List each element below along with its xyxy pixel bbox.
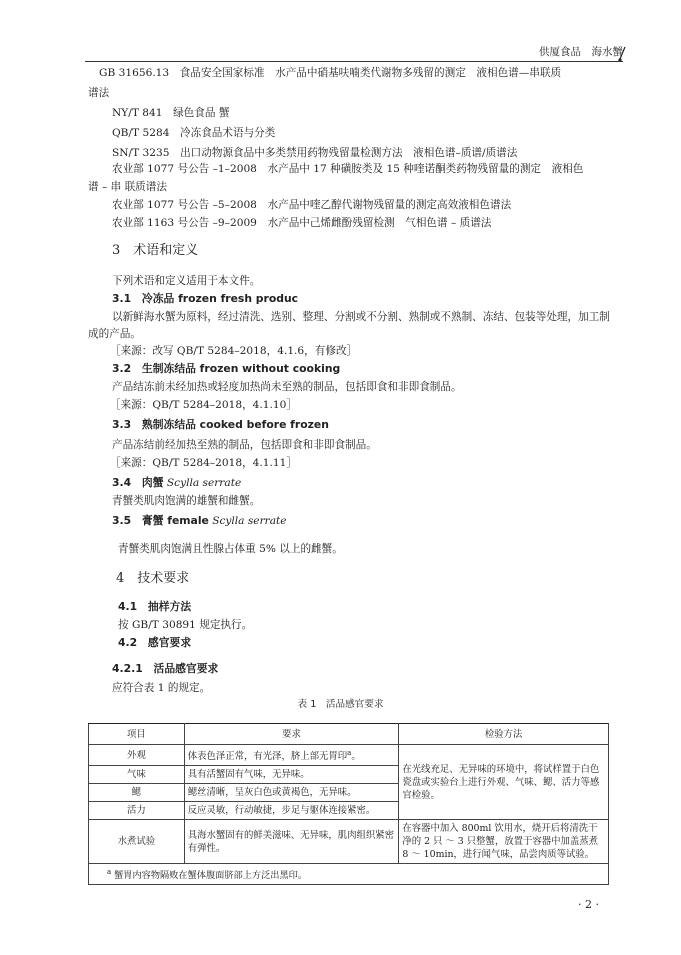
header-rule bbox=[85, 61, 623, 62]
table-row bbox=[89, 745, 609, 766]
table-footnote bbox=[89, 864, 609, 885]
table-1-caption: 表 1 活品感官要求 bbox=[297, 699, 384, 710]
term-3-1-source: ［来源：改写 QB/T 5284–2018，4.1.6，有修改］ bbox=[110, 345, 358, 357]
table-header-row bbox=[89, 724, 609, 745]
ref-gb31656-cont: 谱法 bbox=[88, 87, 110, 99]
section-3-heading: 3 术语和定义 bbox=[112, 243, 199, 258]
ref-qbt5284: QB/T 5284 冷冻食品术语与分类 bbox=[112, 127, 276, 139]
term-3-3-definition: 产品冻结前经加热至熟的制品，包括即食和非即食制品。 bbox=[112, 439, 377, 451]
term-3-1-heading: 3.1 冷冻品 frozen fresh produc bbox=[112, 292, 299, 305]
row-req-appearance-text: 体表色泽正常，有光泽，脐上部无胃印 bbox=[187, 751, 348, 763]
section-4-1-heading: 4.1 抽样方法 bbox=[118, 600, 192, 613]
term-3-2-source: ［来源：QB/T 5284–2018，4.1.10］ bbox=[110, 399, 297, 411]
table-header-requirement: 要求 bbox=[184, 724, 399, 745]
row-item-gills: 鳃 bbox=[89, 784, 185, 802]
table-header-method: 检验方法 bbox=[399, 724, 609, 745]
term-3-5-label: 3.5 膏蟹 female bbox=[112, 514, 209, 527]
footnote-mark: a bbox=[107, 868, 112, 877]
section-4-2-1-body: 应符合表 1 的规定。 bbox=[112, 682, 211, 694]
term-3-4-heading bbox=[112, 476, 241, 490]
section-4-2-1-heading: 4.2.1 活品感官要求 bbox=[112, 662, 219, 675]
term-3-2-heading: 3.2 生制冻结品 frozen without cooking bbox=[112, 362, 341, 375]
section-4-2-heading: 4.2 感官要求 bbox=[118, 636, 192, 649]
ref-moa1077-5: 农业部 1077 号公告 –5–2008 水产品中喹乙醇代谢物残留量的测定高效液相色谱法 bbox=[112, 199, 512, 211]
section-4-heading: 4 技术要求 bbox=[116, 571, 190, 586]
section-4-1-body: 按 GB/T 30891 规定执行。 bbox=[118, 619, 253, 631]
ref-moa1077-1: 农业部 1077 号公告 –1–2008 水产品中 17 种磺胺类及 15 种喹诺酮类药物残留量的测定 液相色 bbox=[112, 163, 584, 175]
footnote-ref-a: a bbox=[347, 749, 352, 757]
running-header: 供厦食品 海水蟹 bbox=[539, 46, 623, 58]
term-3-4-label: 3.4 肉蟹 bbox=[112, 476, 164, 489]
row-item-appearance: 外观 bbox=[89, 745, 185, 766]
term-3-1-definition: 以新鲜海水蟹为原料，经过清洗、选别、整理、分割或不分割、熟制或不熟制、冻结、包装等处理，加工制成的产品。 bbox=[88, 311, 610, 340]
row-item-odor: 气味 bbox=[89, 766, 185, 784]
table-1 bbox=[88, 723, 609, 885]
row-req-odor: 具有活蟹固有气味，无异味。 bbox=[184, 766, 399, 784]
ref-nyt841: NY/T 841 绿色食品 蟹 bbox=[112, 107, 230, 119]
ref-moa1077-1-cont: 谱 – 串 联质谱法 bbox=[88, 181, 167, 193]
term-3-3-source: ［来源：QB/T 5284–2018，4.1.11］ bbox=[110, 457, 297, 469]
method-boil-test: 在容器中加入 800ml 饮用水，烧开后将清洗干净的 2 只 ～ 3 只整蟹，放置于容器中加盖蒸煮 8 ～ 10min，进行闻气味，品尝肉质等试验。 bbox=[399, 820, 609, 864]
row-req-appearance-end: 。 bbox=[351, 751, 361, 763]
method-sensory: 在光线充足、无异味的环境中，将试样置于白色瓷盘或实验台上进行外观、气味、鳃、活力等感官检验。 bbox=[399, 745, 609, 820]
term-3-5-latin: Scylla serrate bbox=[212, 515, 287, 527]
row-item-vitality: 活力 bbox=[89, 802, 185, 820]
section-3-intro: 下列术语和定义适用于本文件。 bbox=[112, 275, 261, 287]
footnote-text: 蟹胃内容物隔败在蟹体腹面脐部上方泛出黑印。 bbox=[114, 870, 308, 882]
pen-mark-icon bbox=[617, 46, 627, 62]
ref-gb31656: GB 31656.13 食品安全国家标准 水产品中硝基呋喃类代谢物多残留的测定 液相色谱—串联质 bbox=[99, 67, 562, 79]
ref-snt3235: SN/T 3235 出口动物源食品中多类禁用药物残留量检测方法 液相色谱–质谱/质谱法 bbox=[112, 147, 518, 159]
page-number: · 2 · bbox=[578, 898, 599, 911]
term-3-5-heading bbox=[112, 514, 287, 528]
ref-moa1163-9: 农业部 1163 号公告 –9–2009 水产品中己烯雌酚残留检测 气相色谱 – 质谱法 bbox=[112, 217, 492, 229]
row-req-gills: 鳃丝清晰，呈灰白色或黄褐色，无异味。 bbox=[184, 784, 399, 802]
row-req-boil-test: 具海水蟹固有的鲜美滋味、无异味，肌肉组织紧密有弹性。 bbox=[184, 820, 399, 864]
row-item-boil-test: 水煮试验 bbox=[89, 820, 185, 864]
term-3-4-definition: 青蟹类肌肉饱满的雄蟹和雌蟹。 bbox=[112, 495, 261, 507]
term-3-2-definition: 产品结冻前未经加热或轻度加热尚未至熟的制品，包括即食和非即食制品。 bbox=[112, 381, 462, 393]
term-3-4-latin: Scylla serrate bbox=[166, 477, 242, 489]
row-req-vitality: 反应灵敏，行动敏捷，步足与躯体连接紧密。 bbox=[184, 802, 399, 820]
term-3-3-heading: 3.3 熟制冻结品 cooked before frozen bbox=[112, 418, 329, 431]
table-row bbox=[89, 820, 609, 864]
table-header-item: 项目 bbox=[89, 724, 185, 745]
table-footnote-row bbox=[89, 864, 609, 885]
term-3-5-definition: 青蟹类肌肉饱满且性腺占体重 5% 以上的雌蟹。 bbox=[118, 543, 343, 555]
row-req-appearance bbox=[184, 745, 399, 766]
